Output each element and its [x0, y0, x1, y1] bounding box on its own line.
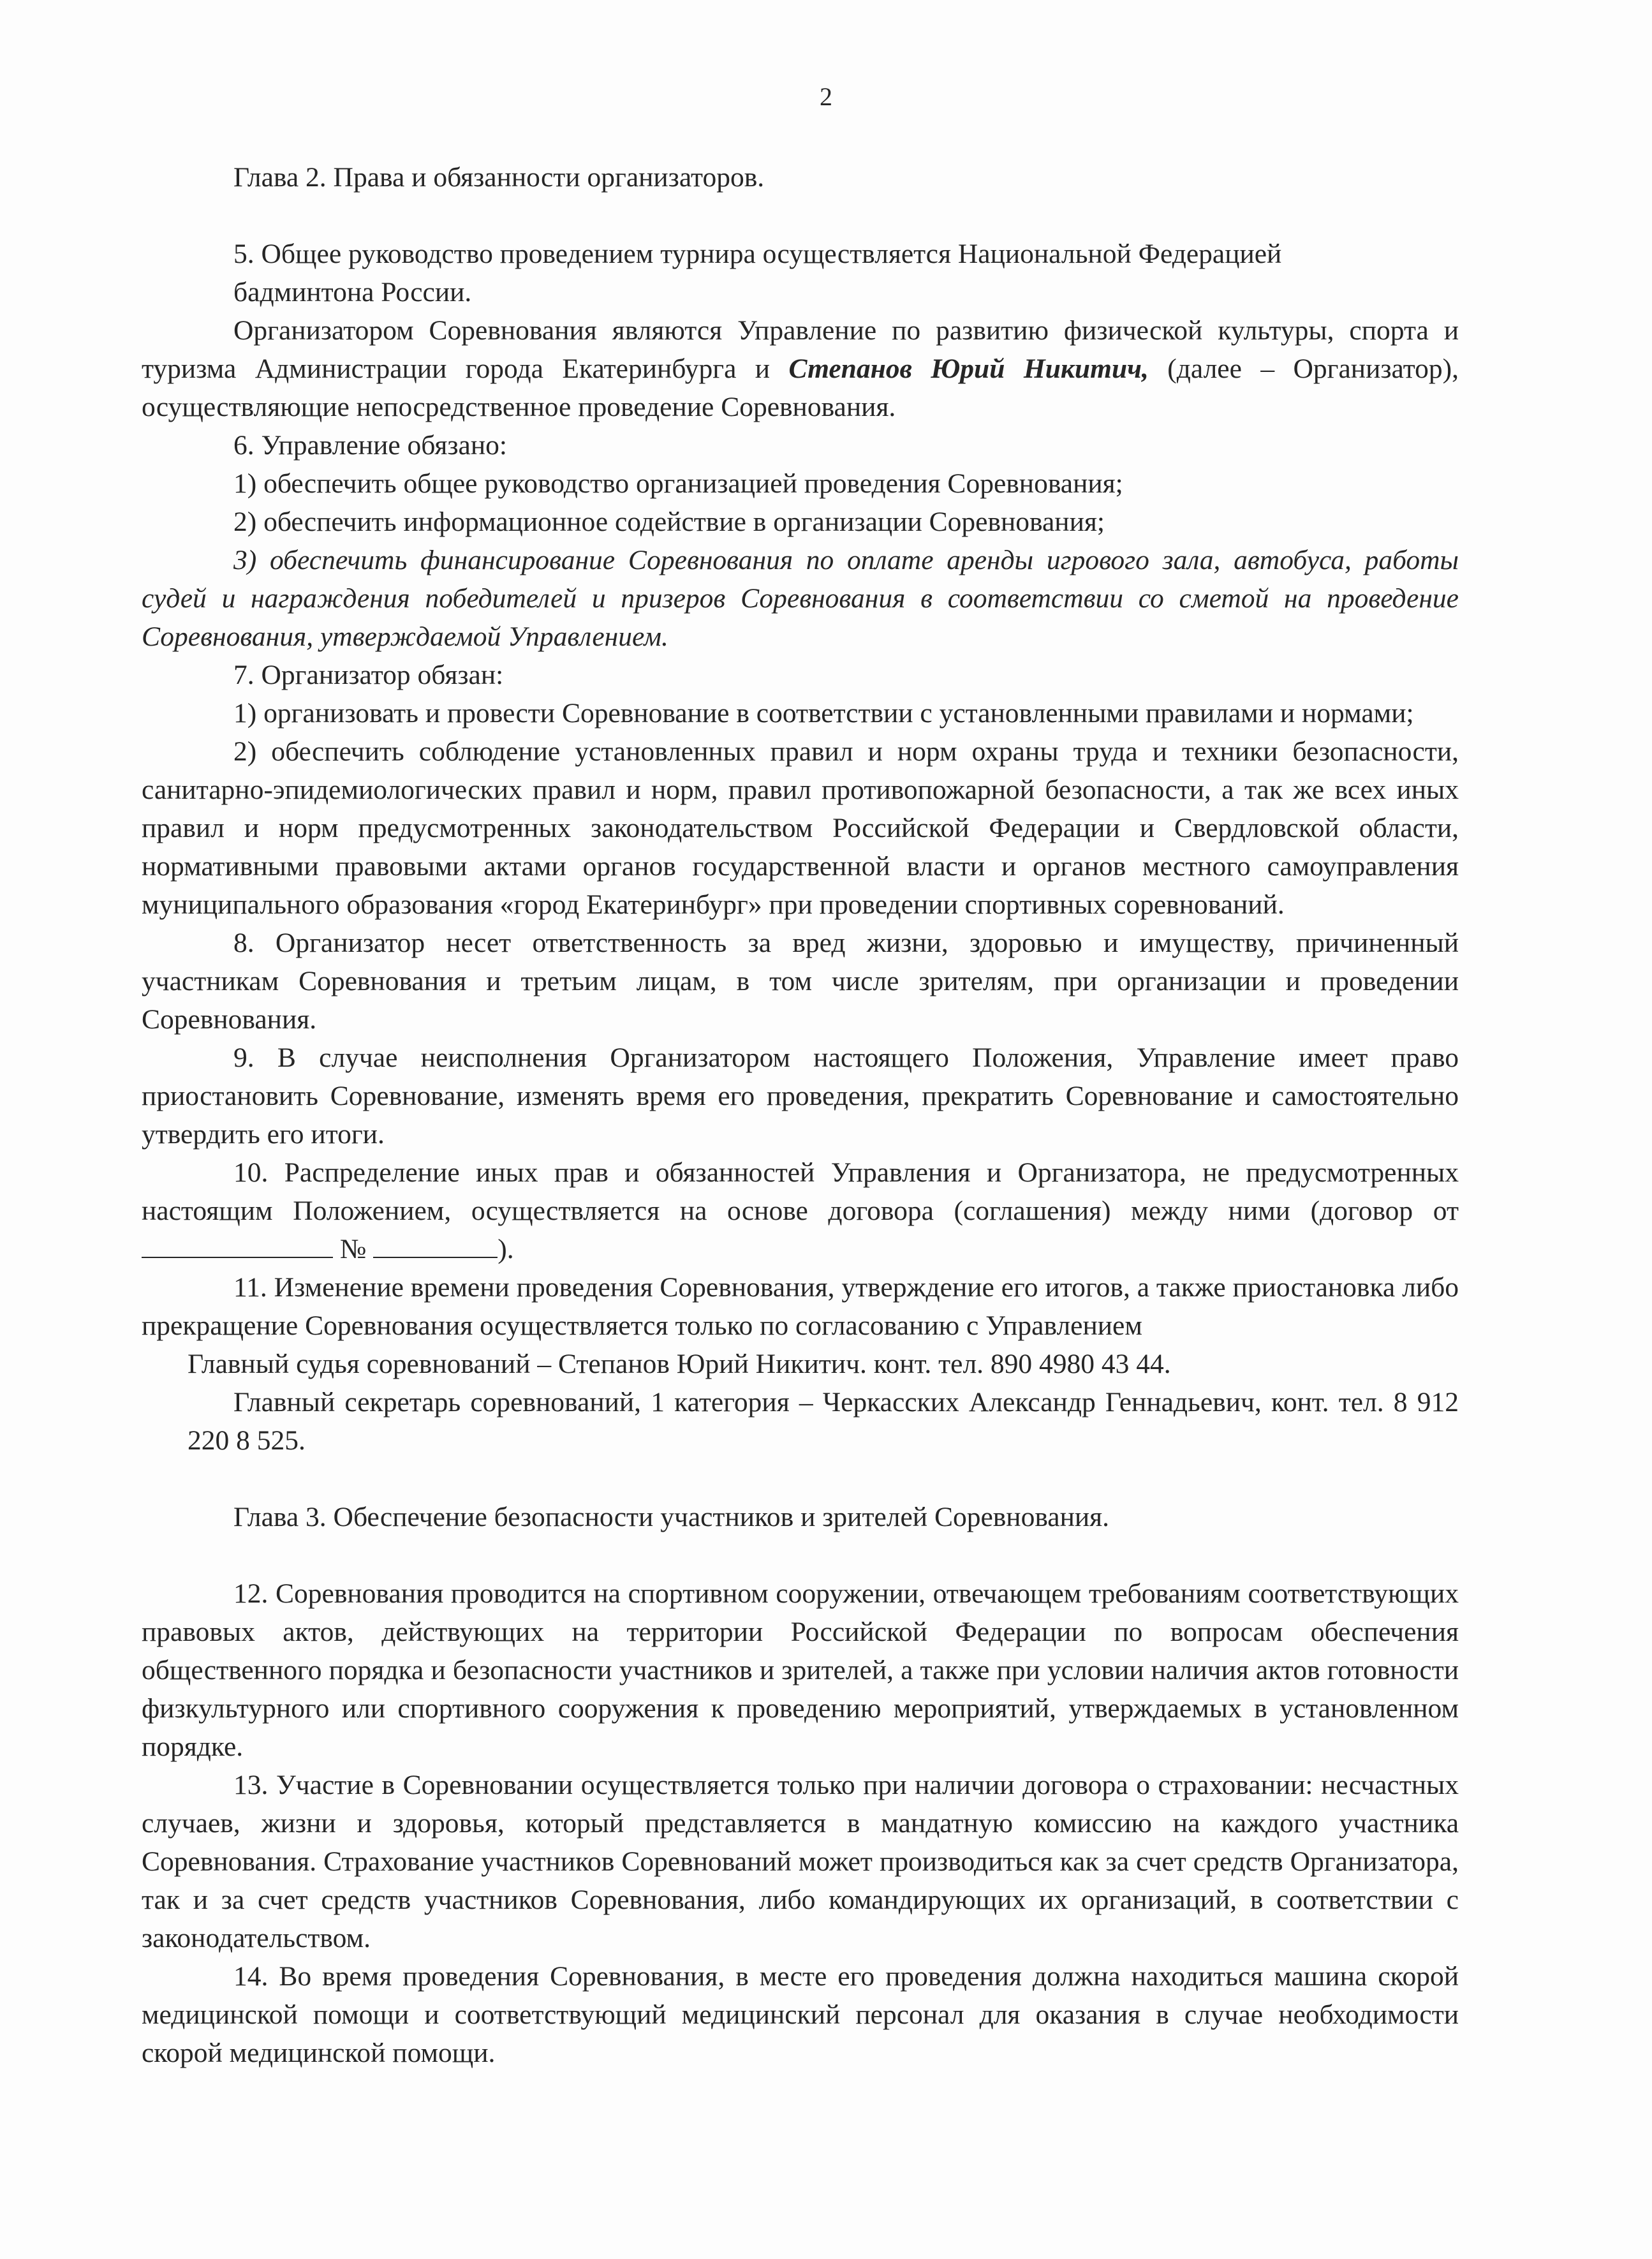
paragraph-7-item-2: 2) обеспечить соблюдение установленных правил и норм охраны труда и техники безопасности, санитарно-эпидемиологических правил и норм, правил противопожарной безопасности, а так же всех иных правил и норм предусмотренных законодательством Российской Федерации и Свердловской области, нормативными правовыми актами органов государственной власти и органов местного самоуправления муниципального образования «город Екатеринбург» при проведении спортивных соревнований. [142, 736, 1459, 920]
spacer [142, 1536, 1459, 1574]
paragraph-6-item-2: 2) обеспечить информационное содействие в организации Соревнования; [233, 507, 1105, 537]
paragraph-10 [142, 1153, 1459, 1268]
paragraph-6-item-3: 3) обеспечить финансирование Соревнования по оплате аренды игрового зала, автобуса, работы судей и награждения победителей и призеров Соревнования в соответствии со сметой на проведение Соревнования, утверждаемой Управлением. [142, 545, 1459, 652]
paragraph-6-intro: 6. Управление обязано: [233, 430, 507, 461]
paragraph-7-item-1: 1) организовать и провести Соревнование в соответствии с установленными правилами и нормами; [233, 698, 1414, 729]
chapter-3-title: Глава 3. Обеспечение безопасности участников и зрителей Соревнования. [233, 1502, 1110, 1532]
paragraph-7-intro: 7. Организатор обязан: [233, 660, 504, 690]
paragraph-10-text: 10. Распределение иных прав и обязанностей Управления и Организатора, не предусмотренных настоящим Положением, осуществляется на основе договора (соглашения) между ними (договор от [142, 1157, 1459, 1226]
paragraph-9: 9. В случае неисполнения Организатором настоящего Положения, Управление имеет право приостановить Соревнование, изменять время его проведения, прекратить Соревнование и самостоятельно утвердить его итоги. [142, 1042, 1459, 1150]
spacer [142, 1460, 1459, 1498]
chief-secretary: Главный секретарь соревнований, 1 категория – Черкасских Александр Геннадьевич, конт. тел. 8 912 220 8 525. [188, 1387, 1459, 1456]
chapter-2-title: Глава 2. Права и обязанности организаторов. [233, 162, 765, 193]
paragraph-13: 13. Участие в Соревновании осуществляется только при наличии договора о страховании: несчастных случаев, жизни и здоровья, который представляется в мандатную комиссию на каждого участника Соревнования. Страхование участников Соревнований может производиться как за счет средств Организатора, так и за счет средств участников Соревнования, либо командирующих их организаций, в соответствии с законодательством. [142, 1770, 1459, 1953]
paragraph-10-closing: ). [498, 1234, 514, 1264]
paragraph-8: 8. Организатор несет ответственность за вред жизни, здоровью и имуществу, причиненный участникам Соревнования и третьим лицам, в том числе зрителям, при организации и проведении Соревнования. [142, 928, 1459, 1035]
paragraph-5-line-2: бадминтона России. [233, 277, 472, 307]
contract-date-blank [142, 1231, 333, 1258]
number-sign: № [333, 1234, 374, 1264]
contract-number-blank [373, 1231, 498, 1258]
document-body [142, 158, 1459, 2072]
page-number: 2 [820, 82, 832, 111]
paragraph-11: 11. Изменение времени проведения Соревнования, утверждение его итогов, а также приостановка либо прекращение Соревнования осуществляется только по согласованию с Управлением [142, 1272, 1459, 1341]
paragraph-5-organizer [142, 311, 1459, 426]
organizer-text-after: (далее – Организатор), осуществляющие непосредственное проведение Соревнования. [142, 353, 1459, 422]
chief-judge: Главный судья соревнований – Степанов Юрий Никитич. конт. тел. 890 4980 43 44. [188, 1349, 1171, 1379]
paragraph-5-line-1: 5. Общее руководство проведением турнира осуществляется Национальной Федерацией [233, 239, 1282, 269]
organizer-text-before: Организатором Соревнования являются Управление по развитию физической культуры, спорта и туризма Администрации города Екатеринбурга и [142, 315, 1459, 384]
spacer [142, 196, 1459, 235]
organizer-name: Степанов Юрий Никитич, [788, 353, 1149, 384]
paragraph-12: 12. Соревнования проводится на спортивном сооружении, отвечающем требованиям соответствующих правовых актов, действующих на территории Российской Федерации по вопросам обеспечения общественного порядка и безопасности участников и зрителей, а также при условии наличия актов готовности физкультурного или спортивного сооружения к проведению мероприятий, утверждаемых в установленном порядке. [142, 1578, 1459, 1762]
paragraph-14: 14. Во время проведения Соревнования, в месте его проведения должна находиться машина скорой медицинской помощи и соответствующий медицинский персонал для оказания в случае необходимости скорой медицинской помощи. [142, 1961, 1459, 2068]
paragraph-6-item-1: 1) обеспечить общее руководство организацией проведения Соревнования; [233, 468, 1123, 499]
